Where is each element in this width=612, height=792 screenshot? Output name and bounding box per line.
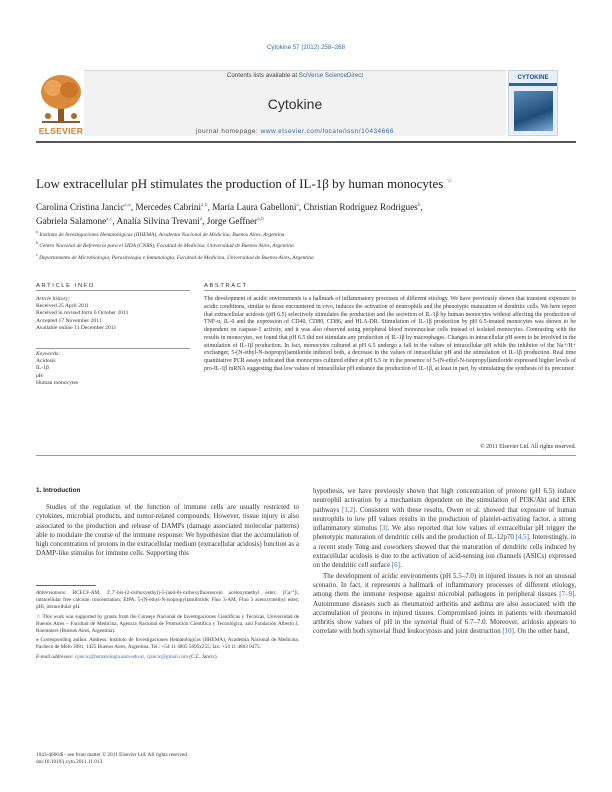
abstract-rule	[204, 290, 576, 291]
keyword-item[interactable]: Human monocytes	[36, 379, 79, 386]
issn-line: 1043-4666/$ - see front matter © 2011 Elsevier Ltd. All rights reserved.	[36, 752, 189, 758]
intro-paragraph-continued	[313, 487, 576, 571]
author-separator: ,	[207, 202, 213, 213]
author-separator: ,	[202, 216, 207, 227]
affiliation-item	[36, 239, 576, 250]
article-info-rule	[36, 290, 190, 291]
introduction-heading: 1. Introduction	[36, 487, 81, 494]
homepage-link[interactable]: www.elsevier.com/locate/issn/10434666	[260, 128, 395, 135]
title-footnote-star-icon[interactable]: ☆	[446, 176, 453, 185]
author-name[interactable]: María Laura Gabelloni	[212, 202, 297, 213]
citation-link[interactable]: [1,2]	[342, 505, 356, 514]
email-separator: ,	[143, 654, 147, 661]
keyword-item[interactable]: Acidosis	[36, 358, 56, 365]
abstract-heading: ABSTRACT	[204, 283, 248, 289]
text-run: . Consistent with these results, Owen et al. showed that exposure of human neutrophils to low pH values results in the production of platelet-activating factor, a strong inflammatory stimulus	[313, 505, 577, 533]
history-item: Received 25 April 2011	[36, 303, 90, 310]
affiliation-list	[36, 228, 576, 262]
affiliation-text: Departamento de Microbiología, Parasitología e Inmunología, Facultad de Medicina, Universidad de Buenos Aires, Argentina	[39, 254, 314, 261]
abstract-bottom-rule	[36, 455, 576, 456]
abbreviations-text: BCECF-AM, 2′,7′-bis-(2-carboxyethyl)-5-(and-6)-carboxyfluorescein acetoxymethyl ester; [Ca²⁺]i, intracellular free calcium concentration; EIPA, 5-(N-ethyl-N-isopropyl)amiloride; Fluo 3-AM, Fluo 3 acetoxymethyl ester; pHi, intracellular pH.	[36, 590, 299, 610]
article-info-heading: ARTICLE INFO	[36, 283, 96, 289]
body-right-column	[313, 487, 576, 637]
citation-link[interactable]: [10]	[502, 627, 514, 636]
author-affil-mark[interactable]: a,b	[201, 202, 208, 208]
keyword-list	[36, 351, 190, 387]
email-link[interactable]: cjancic@gmail.com	[146, 654, 189, 661]
corresponding-author-footnote: ⁎ Corresponding author. Address: Instituto de Investigaciones Hematológicas (IIHEMA), Academia Nacional de Medicina, Pacheco de Melo 3081, 1425 Buenos Aires, Argentina. Tel.: +54 11 4805 5695x255; fax: +54 11 4803 9475.	[36, 637, 299, 651]
email-suffix: (C.C. Jancic).	[188, 654, 218, 661]
affiliation-mark: b	[36, 240, 38, 246]
author-name[interactable]: Jorge Geffner	[206, 216, 258, 227]
footnotes	[36, 590, 299, 661]
keyword-item[interactable]: pH	[36, 372, 43, 379]
intro-paragraph: Studies of the regulation of the function of immune cells are usually restricted to cytokines, microbial products, and tumor-related compounds. However, tissue injury is also associated to the production and release of DAMPs (damage associated molecular patterns) able to modulate the course of the immune response. We hypothesize that the accumulation of high concentration of protons in the extracellular medium (extracellular acidosis) function as a DAMP-like stimulus for immune cells. Supporting this	[36, 503, 299, 558]
author-separator: ,	[420, 202, 423, 213]
author-affil-mark[interactable]: b	[417, 202, 421, 208]
author-name[interactable]: Carolina Cristina Jancic	[36, 202, 125, 213]
sciencedirect-link[interactable]: SciVerse ScienceDirect	[298, 72, 364, 79]
abbreviations-label: Abbreviations:	[36, 590, 67, 596]
text-run: . Interestingly, in a recent study Tong and coworkers showed that the maturation of dendritic cells induced by extracellular acidosis is due to the activation of acid-sensing ion channels (ASICs) expressed on the dendritic cell surface	[313, 533, 576, 570]
paper-title	[36, 176, 576, 192]
journal-title: Cytokine	[267, 96, 323, 112]
citation-link[interactable]: [6]	[391, 561, 400, 570]
text-run: hypothesis, we have previously shown that high concentration of protons (pH 6.5) induce neutrophil activation by a mechanism dependent on the stimulation of PI3K/Akt and ERK pathways	[313, 487, 576, 514]
author-affil-mark[interactable]: a	[199, 216, 203, 223]
author-name[interactable]: Mercedes Cabrini	[135, 202, 202, 213]
affiliation-text: Instituto de Investigaciones Hematológicas (IIHEMA), Academia Nacional de Medicina, Buenos Aires, Argentina	[39, 231, 285, 238]
author-separator: ,	[298, 202, 304, 213]
author-affil-mark[interactable]: a,c	[106, 216, 113, 223]
keywords-label: Keywords:	[36, 351, 61, 357]
author-name[interactable]: Christian Rodríguez Rodrigues	[303, 202, 418, 213]
author-affil-mark[interactable]: a,b	[257, 216, 264, 223]
affiliation-item	[36, 251, 576, 262]
author-affil-mark[interactable]: a	[296, 202, 299, 208]
header-divider	[36, 141, 576, 143]
elsevier-wordmark: ELSEVIER	[38, 126, 84, 136]
contents-prefix: Contents lists available at	[226, 72, 299, 79]
author-list	[36, 199, 576, 227]
journal-cover-image[interactable]	[508, 70, 558, 136]
history-item: Available online 11 December 2011	[36, 324, 117, 331]
email-label: E-mail addresses:	[36, 654, 74, 661]
article-history	[36, 296, 190, 332]
text-run: The development of acidic environments (pH 5.5–7.0) in injured tissues is not an unusual scenario. In fact, it represents a hallmark of inflammatory processes of different etiology, among them the immune response against microbial pathogens in peripheral tissues	[313, 571, 576, 599]
front-matter-info	[36, 752, 299, 766]
history-item: Received in revised form 6 October 2011	[36, 310, 129, 317]
email-footnote	[36, 654, 299, 661]
cover-title: CYTOKINE	[517, 75, 549, 81]
journal-citation[interactable]: Cytokine 57 (2012) 258–268	[266, 44, 346, 51]
funding-footnote: ☆ This work was supported by grants from the Consejo Nacional de Investigaciones Científicas y Técnicas, Universidad de Buenos Aires – Facultad de Medicina, Agencia Nacional de Promoción Científica y Tecnológica, and Fundación Alberto J. Roemmers (Buenos Aires, Argentina).	[36, 613, 299, 634]
author-affil-mark[interactable]: a,⁎	[124, 202, 131, 208]
citation-link[interactable]: [3]	[379, 524, 388, 533]
keyword-item[interactable]: IL-1β	[36, 365, 49, 372]
contents-line	[84, 72, 506, 79]
cover-band	[509, 83, 557, 86]
history-label: Article history:	[36, 296, 71, 302]
text-run: . On the other hand,	[513, 627, 570, 636]
doi-line[interactable]: doi:10.1016/j.cyto.2011.11.013	[36, 759, 103, 765]
text-run: . We also reported that low values of extracellular pH trigger the phenotypic maturation of dendritic cells and the production of IL-12p70	[313, 524, 576, 542]
footnote-rule	[36, 585, 96, 586]
author-separator: ,	[130, 202, 136, 213]
affiliation-mark: c	[36, 251, 38, 257]
journal-homepage	[84, 128, 506, 135]
email-link[interactable]: cjancic@hematologia.anm.edu.ar	[74, 654, 144, 661]
text-run: . Autoimmune diseases such as rheumatoid arthritis and asthma are also associated with the accumulation of protons in injured tissues. Compromised joints in patients with rheumatoid arthritis show values of pH in the synovial fluid of 6.7–7.0. Moreover, acidosis appears to correlate with both synovial fluid leukocytosis and joint destruction	[313, 590, 576, 636]
affiliation-item	[36, 228, 576, 239]
intro-paragraph	[313, 572, 576, 637]
cover-artwork	[514, 91, 553, 131]
affiliation-mark: a	[36, 229, 38, 234]
keywords-rule	[36, 348, 190, 349]
abstract-body: The development of acidic environments is a hallmark of inflammatory processes of different etiology. We have previously shown that transient exposure to acidic conditions, similar to those encountered in vivo, induces the activation of neutrophils and the phenotypic maturation of dendritic cells. We here report that extracellular acidosis (pH 6.5) selectively stimulates the production and the secretion of IL-1β by human monocytes without affecting the production of TNF-α, IL-6 and the expression of CD40, CD80, CD86, and HLA-DR. Stimulation of IL-1β production by pH 6.5-treated monocytes was shown to be dependent on caspase-1 activity, and it was also observed using peripheral blood mononuclear cells instead of isolated monocytes. Contrasting with the results in monocytes, we found that pH 6.5 did not stimulate any production of IL-1β by macrophages. Changes in intracellular pH seem to be involved in the stimulation of IL-1β production. In fact, monocytes cultured at pH 6.5 undergo a fall in the values of intracellular pH while the inhibitor of the Na+/H+ exchanger, 5-(N-ethyl-N-isopropyl)amiloride induced both, a decrease in the values of intracellular pH and the stimulation of IL-1β production. Real time quantitative PCR assays indicated that monocytes cultured either at pH 6.5 or in the presence of 5-(N-ethyl-N-isopropyl)amiloride expressed higher levels of pro-IL-1β mRNA suggesting that low values of intracellular pH enhance the production of IL-1β, at least in part, by stimulating the synthesis of its precursor.	[204, 296, 576, 372]
citation-link[interactable]: [4,5]	[515, 533, 529, 542]
citation-link[interactable]: [7–9]	[559, 590, 575, 599]
body-left-column	[36, 503, 299, 559]
author-separator: ,	[112, 216, 117, 227]
affiliation-text: Centro Nacional de Referencia para el SIDA (CNRS), Facultad de Medicina, Universidad de Buenos Aires, Argentina	[39, 243, 294, 250]
author-name[interactable]: Gabriela Salamone	[36, 216, 107, 227]
author-name[interactable]: Analía Silvina Trevani	[116, 216, 200, 227]
abbreviations-footnote	[36, 590, 299, 611]
paper-title-text: Low extracellular pH stimulates the production of IL-1β by human monocytes	[36, 176, 444, 191]
abstract-copyright: © 2011 Elsevier Ltd. All rights reserved.	[480, 444, 576, 450]
homepage-prefix: journal homepage:	[195, 128, 261, 135]
history-item: Accepted 17 November 2011	[36, 317, 102, 324]
text-run: .	[399, 561, 402, 570]
